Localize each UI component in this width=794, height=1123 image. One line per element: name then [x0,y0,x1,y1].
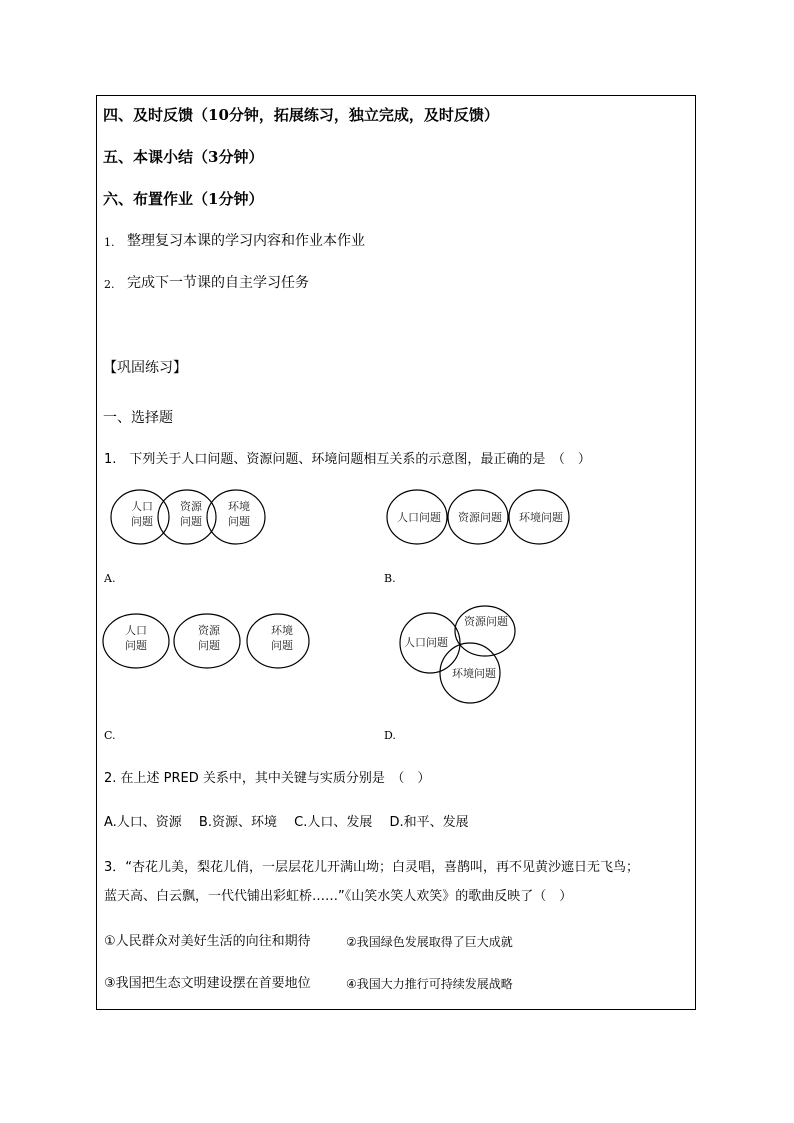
section-feedback-heading: 四、及时反馈（10分钟，拓展练习，独立完成，及时反馈） [103,106,499,124]
diagram-label: 环境问题 [452,667,496,680]
diagram-label: 资源 [180,500,202,513]
question-2-options: A.人口、资源 B.资源、环境 C.人口、发展 D.和平、发展 [104,815,469,830]
option-a-label: A. [104,572,116,585]
homework-item-number: 1. [104,236,115,249]
question-2-stem: 2. 在上述 PRED 关系中，其中关键与实质分别是 （ ） [104,771,431,786]
option-c-label: C. [104,729,116,742]
question-3-option-3: ③我国把生态文明建设摆在首要地位 [104,976,311,991]
question-3-option-4: ④我国大力推行可持续发展战略 [346,977,513,991]
question-1-stem: 1. 下列关于人口问题、资源问题、环境问题相互关系的示意图，最正确的是 （ ） [104,452,591,467]
section-homework-heading: 六、布置作业（1分钟） [103,190,264,208]
diagram-c [102,612,312,672]
diagram-label: 问题 [131,515,153,528]
diagram-label: 问题 [125,639,147,652]
homework-item-text: 完成下一节课的自主学习任务 [127,275,309,291]
question-3-line-1: 3．“杏花儿美，梨花儿俏，一层层花儿开满山坳；白灵唱，喜鹊叫，再不见黄沙遮日无飞鸟； [104,860,640,875]
diagram-label: 环境 [271,624,293,637]
diagram-label: 问题 [198,639,220,652]
diagram-label: 问题 [271,639,293,652]
diagram-label: 资源问题 [458,511,502,524]
question-3-option-2: ②我国绿色发展取得了巨大成就 [346,935,513,949]
choice-section-heading: 一、选择题 [103,410,173,426]
diagram-label: 人口 [125,624,147,637]
diagram-label: 问题 [180,515,202,528]
diagram-label: 环境 [228,500,250,513]
option-d-label: D. [384,729,396,742]
resource-circle [455,606,515,656]
diagram-label: 资源 [198,624,220,637]
diagram-label: 人口问题 [397,511,441,524]
homework-item-number: 2. [104,278,115,291]
practice-title: 【巩固练习】 [103,360,187,376]
section-summary-heading: 五、本课小结（3分钟） [103,148,264,166]
diagram-a [104,488,274,550]
question-3-option-1: ①人民群众对美好生活的向往和期待 [104,934,311,949]
question-3-line-2: 蓝天高、白云飘，一代代铺出彩虹桥……”《山笑水笑人欢笑》的歌曲反映了（ ） [104,889,573,904]
homework-item-text: 整理复习本课的学习内容和作业本作业 [127,233,365,249]
diagram-label: 人口问题 [404,636,448,649]
diagram-b [384,488,574,550]
diagram-label: 资源问题 [464,615,508,628]
diagram-d [396,604,526,709]
diagram-label: 人口 [131,500,153,513]
option-b-label: B. [384,572,396,585]
diagram-label: 环境问题 [519,511,563,524]
diagram-label: 问题 [228,515,250,528]
